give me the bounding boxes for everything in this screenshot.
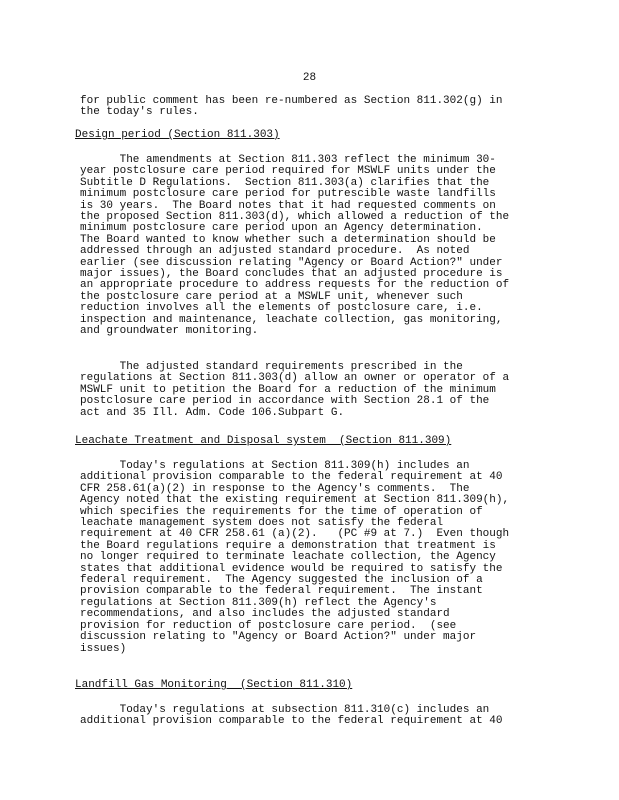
paragraph-leachate: Today's regulations at Section 811.309(h) includes an additional provision comparable to the federal requirement at 40 CFR 258.61(a)(2) in response to the Agency's comments. The Agency noted that the existing requirement at Section 811.309(h), which specifies the requirements for the time of operation of leachate management system does not satisfy the federal requirement at 40 CFR 258.61 (a)(2). (PC #9 at 7.) Even though the Board regulations require a demonstration that treatment is no longer required to terminate leachate collection, the Agency states that additional evidence would be required to satisfy the federal requirement. The Agency suggested the inclusion of a provision comparable to the federal requirement. The instant regulations at Section 811.309(h) reflect the Agency's recommendations, and also includes the adjusted standard provision for reduction of postclosure care period. (see discussion relating to "Agency or Board Action?" under major issues) [80, 460, 510, 655]
paragraph-design-period-1: The amendments at Section 811.303 reflect the minimum 30- year postclosure care period required for MSWLF units under the Subtitle D Regulations. Section 811.303(a) clarifies that the minimum postclosure care period for putrescible waste landfills is 30 years. The Board notes that it had requested comments on the proposed Section 811.303(d), which allowed a reduction of the minimum postclosure care period upon an Agency determination. The Board wanted to know whether such a determination should be addressed through an adjusted standard procedure. As noted earlier (see discussion relating "Agency or Board Action?" under major issues), the Board concludes that an adjusted procedure is an appropriate procedure to address requests for the reduction of the postclosure care period at a MSWLF unit, whenever such reduction involves all the elements of postclosure care, i.e. inspection and maintenance, leachate collection, gas monitoring, and groundwater monitoring. [80, 154, 510, 338]
page-number: 28 [302, 72, 317, 84]
section-heading-leachate: Leachate Treatment and Disposal system (Section 811.309) [75, 435, 452, 447]
intro-paragraph: for public comment has been re-numbered as Section 811.302(g) in the today's rules. [80, 95, 503, 119]
paragraph-landfill-gas: Today's regulations at subsection 811.310(c) includes an additional provision comparable to the federal requirement at 40 [80, 704, 503, 728]
paragraph-design-period-2: The adjusted standard requirements prescribed in the regulations at Section 811.303(d) allow an owner or operator of a MSWLF unit to petition the Board for a reduction of the minimum postclosure care period in accordance with Section 28.1 of the act and 35 Ill. Adm. Code 106.Subpart G. [80, 361, 510, 419]
section-heading-design-period: Design period (Section 811.303) [75, 129, 280, 141]
section-heading-landfill-gas: Landfill Gas Monitoring (Section 811.310) [75, 679, 353, 691]
